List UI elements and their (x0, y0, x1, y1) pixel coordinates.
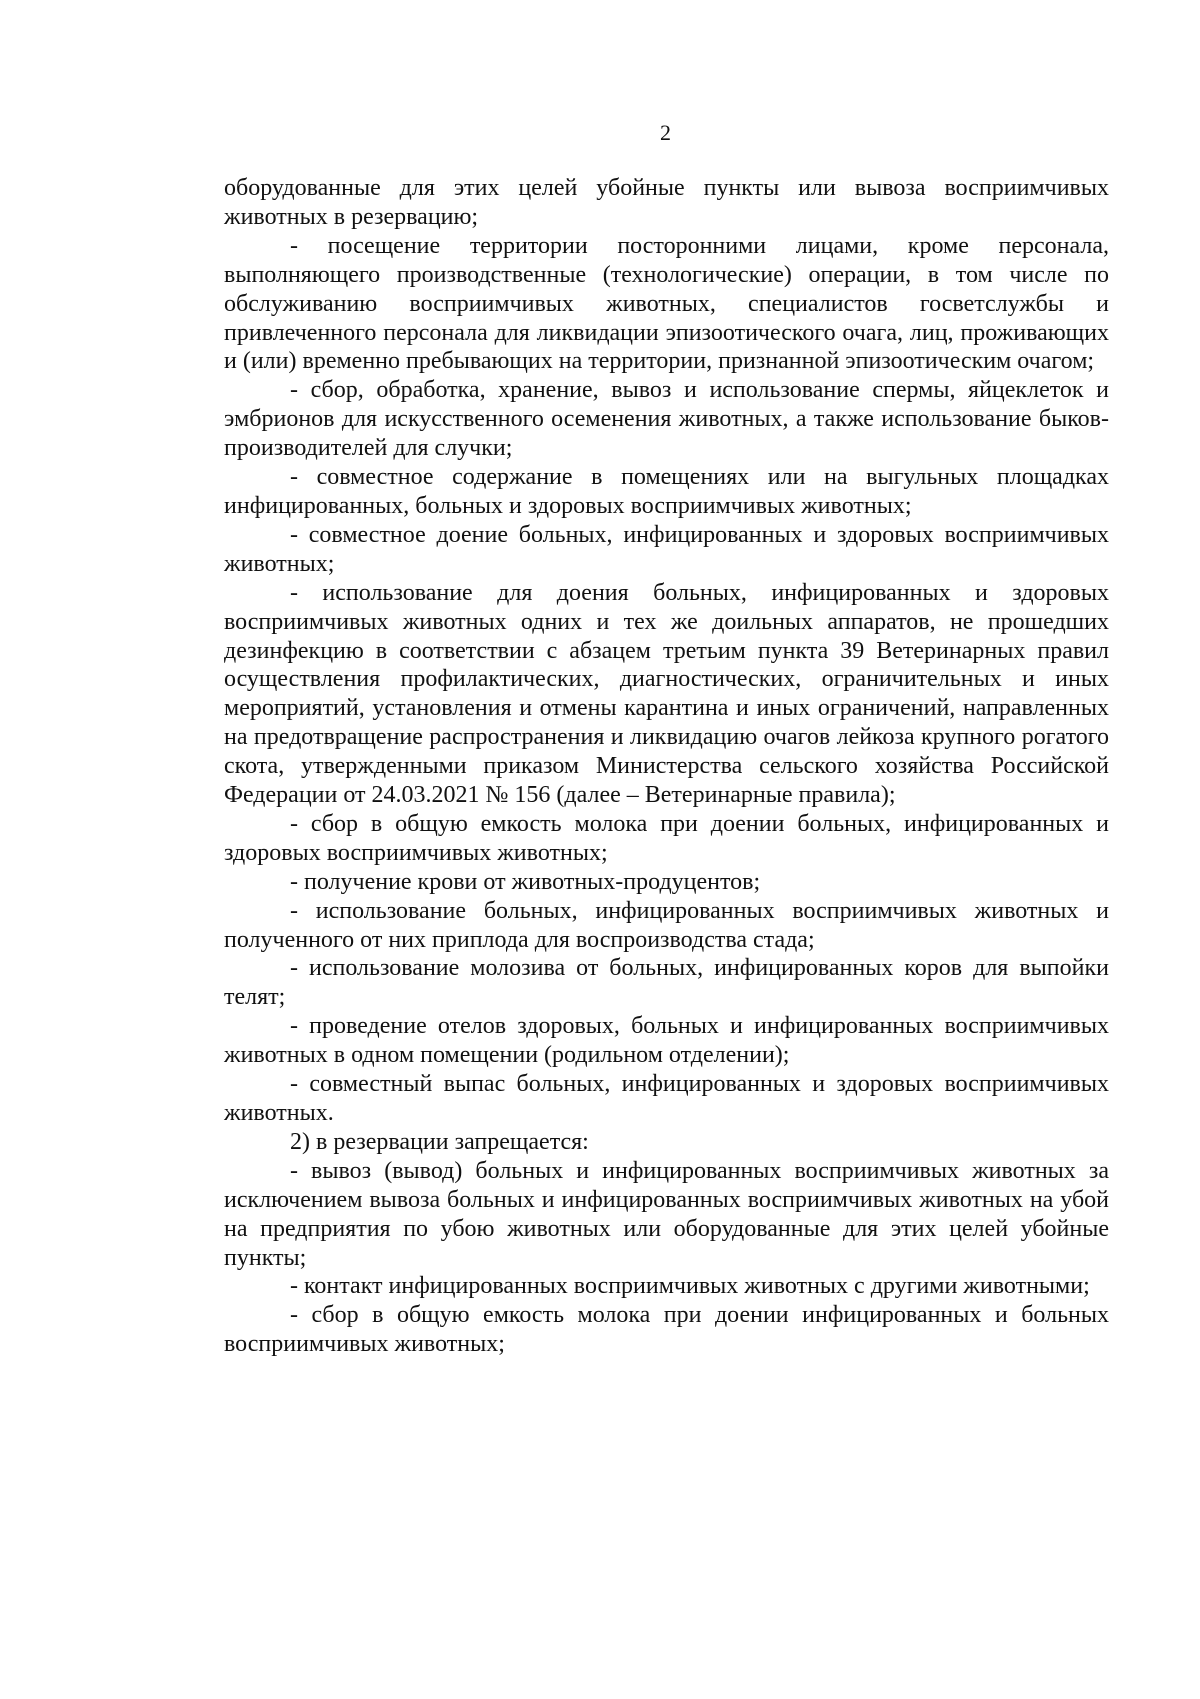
list-item-milking-machines: - использование для доения больных, инфицированных и здоровых восприимчивых животных одних и тех же доильных аппаратов, не прошедших дезинфекцию в соответствии с абзацем третьим пункта 39 Ветеринарных правил осуществления профилактических, диагностических, ограничительных и иных мероприятий, установления и отмены карантина и иных ограничений, направленных на предотвращение распространения и ликвидацию очагов лейкоза крупного рогатого скота, утвержденными приказом Министерства сельского хозяйства Российской Федерации от 24.03.2021 № 156 (далее – Ветеринарные правила); (224, 579, 1109, 809)
list-item-blood-collection: - получение крови от животных-продуцентов; (290, 868, 761, 895)
document-body (224, 174, 1109, 1359)
list-item-colostrum-use: - использование молозива от больных, инфицированных коров для выпойки телят; (224, 955, 1109, 1011)
list-item-joint-milking: - совместное доение больных, инфицированных и здоровых восприимчивых животных; (224, 521, 1109, 577)
list-item-joint-grazing: - совместный выпас больных, инфицированных и здоровых восприимчивых животных. (224, 1071, 1109, 1126)
list-item-milk-common-container: - сбор в общую емкость молока при доении больных, инфицированных и здоровых восприимчивых животных; (224, 810, 1109, 866)
list-item-visiting-territory: - посещение территории посторонними лицами, кроме персонала, выполняющего производственные (технологические) операции, в том числе по обслуживанию восприимчивых животных, специалистов госветслужбы и привлеченного персонала для ликвидации эпизоотического очага, лиц, проживающих и (или) временно пребывающих на территории, признанной эпизоотическим очагом; (224, 232, 1109, 375)
section-heading-reservation: 2) в резервации запрещается: (290, 1128, 589, 1155)
list-item-milk-collection-reservation: - сбор в общую емкость молока при доении инфицированных и больных восприимчивых животных; (224, 1302, 1109, 1358)
list-item-sperm-collection: - сбор, обработка, хранение, вывоз и использование спермы, яйцеклеток и эмбрионов для искусственного осеменения животных, а также использование быков-производителей для случки; (224, 377, 1109, 462)
paragraph-continuation: оборудованные для этих целей убойные пункты или вывоза восприимчивых животных в резервацию; (224, 175, 1109, 230)
list-item-calving: - проведение отелов здоровых, больных и инфицированных восприимчивых животных в одном помещении (родильном отделении); (224, 1013, 1109, 1069)
list-item-export-animals: - вывоз (вывод) больных и инфицированных восприимчивых животных за исключением вывоза больных и инфицированных восприимчивых животных на убой на предприятия по убою животных или оборудованные для этих целей убойные пункты; (224, 1157, 1109, 1271)
page-number: 2 (660, 120, 671, 145)
list-item-breeding-use: - использование больных, инфицированных восприимчивых животных и полученного от них приплода для воспроизводства стада; (224, 897, 1109, 953)
list-item-joint-keeping: - совместное содержание в помещениях или на выгульных площадках инфицированных, больных и здоровых восприимчивых животных; (224, 464, 1109, 519)
list-item-contact-animals: - контакт инфицированных восприимчивых животных с другими животными; (290, 1273, 1090, 1300)
